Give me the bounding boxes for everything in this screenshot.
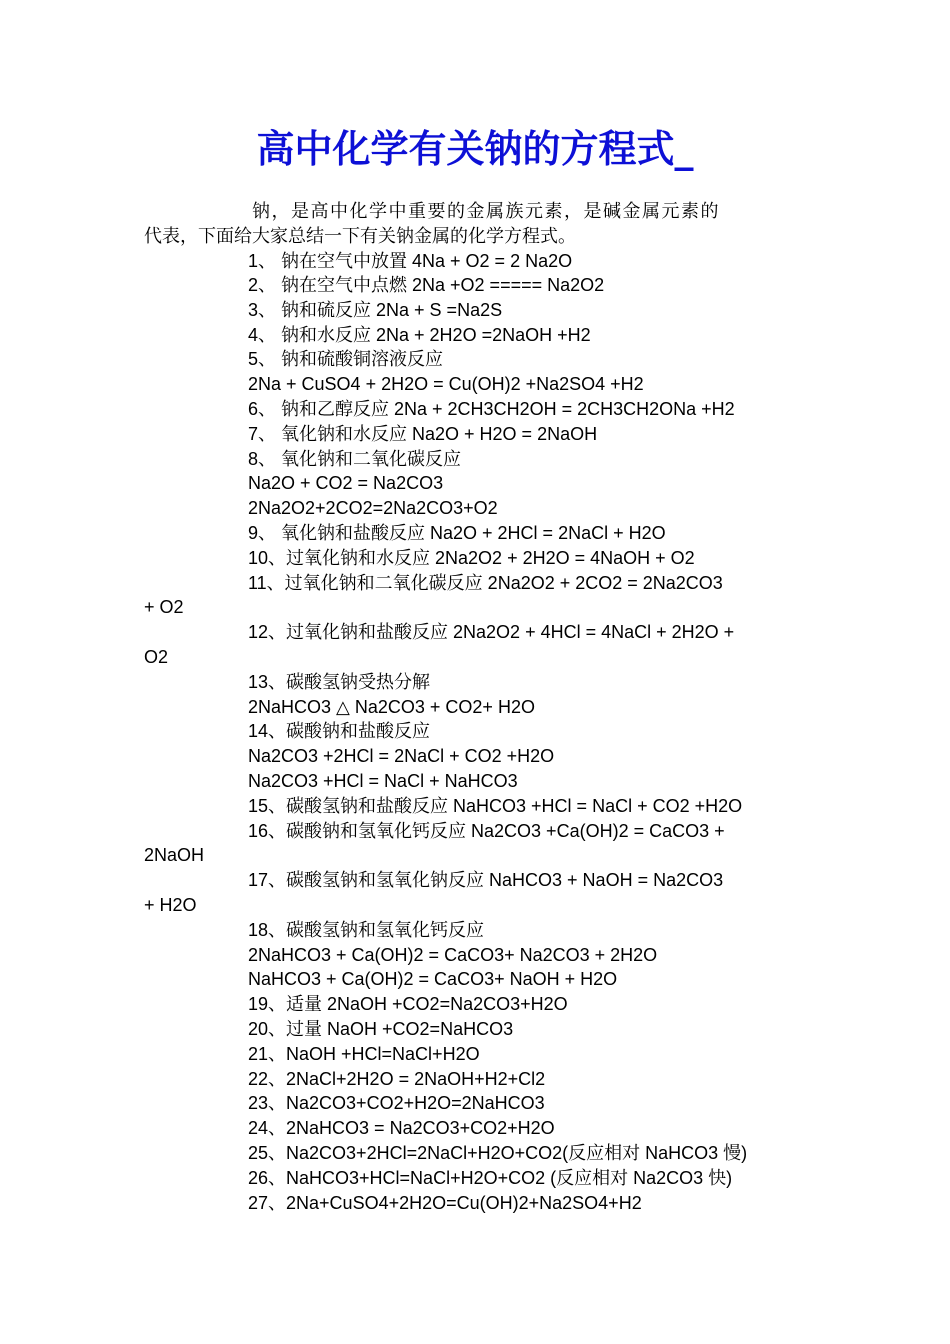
equation-line: 2NaOH xyxy=(144,845,205,865)
equation-line: 25、Na2CO3+2HCl=2NaCl+H2O+CO2(反应相对 NaHCO3 慢) xyxy=(248,1143,748,1163)
page-title: 高中化学有关钠的方程式_ xyxy=(256,126,694,171)
equation-line: 24、2NaHCO3 = Na2CO3+CO2+H2O xyxy=(248,1118,555,1138)
equation-line: 2NaHCO3 △ Na2CO3 + CO2+ H2O xyxy=(248,697,535,717)
equation-line: 27、2Na+CuSO4+2H2O=Cu(OH)2+Na2SO4+H2 xyxy=(248,1193,642,1213)
equation-line: 15、碳酸氢钠和盐酸反应 NaHCO3 +HCl = NaCl + CO2 +H2O xyxy=(248,796,743,816)
equation-line: 20、过量 NaOH +CO2=NaHCO3 xyxy=(248,1019,514,1039)
equation-line: 18、碳酸氢钠和氢氧化钙反应 xyxy=(248,920,485,940)
equation-line: Na2O + CO2 = Na2CO3 xyxy=(248,473,444,493)
equation-line: 21、NaOH +HCl=NaCl+H2O xyxy=(248,1044,480,1064)
equation-line: 9、 氧化钠和盐酸反应 Na2O + 2HCl = 2NaCl + H2O xyxy=(248,523,666,543)
equation-line: 23、Na2CO3+CO2+H2O=2NaHCO3 xyxy=(248,1093,545,1113)
equation-line: 6、 钠和乙醇反应 2Na + 2CH3CH2OH = 2CH3CH2ONa +H2 xyxy=(248,399,735,419)
equation-line: 12、过氧化钠和盐酸反应 2Na2O2 + 4HCl = 4NaCl + 2H2O + xyxy=(248,622,735,642)
equation-line: 10、过氧化钠和水反应 2Na2O2 + 2H2O = 4NaOH + O2 xyxy=(248,548,695,568)
equation-line: 2Na2O2+2CO2=2Na2CO3+O2 xyxy=(248,498,498,518)
equation-line: 4、 钠和水反应 2Na + 2H2O =2NaOH +H2 xyxy=(248,325,591,345)
equation-line: Na2CO3 +2HCl = 2NaCl + CO2 +H2O xyxy=(248,746,555,766)
equation-line: 11、过氧化钠和二氧化碳反应 2Na2O2 + 2CO2 = 2Na2CO3 xyxy=(248,573,723,593)
intro-line-1: 钠，是高中化学中重要的金属族元素，是碱金属元素的 xyxy=(252,201,720,221)
equation-line: O2 xyxy=(144,647,169,667)
equation-line: 3、 钠和硫反应 2Na + S =Na2S xyxy=(248,300,503,320)
equation-line: 13、碳酸氢钠受热分解 xyxy=(248,672,431,692)
equation-line: 2、 钠在空气中点燃 2Na +O2 ===== Na2O2 xyxy=(248,275,605,295)
equation-line: 14、碳酸钠和盐酸反应 xyxy=(248,721,431,741)
equation-line: 2Na + CuSO4 + 2H2O = Cu(OH)2 +Na2SO4 +H2 xyxy=(248,374,644,394)
equation-line: 16、碳酸钠和氢氧化钙反应 Na2CO3 +Ca(OH)2 = CaCO3 + xyxy=(248,821,725,841)
equation-line: 5、 钠和硫酸铜溶液反应 xyxy=(248,349,444,369)
equation-line: 17、碳酸氢钠和氢氧化钠反应 NaHCO3 + NaOH = Na2CO3 xyxy=(248,870,724,890)
equation-line: 7、 氧化钠和水反应 Na2O + H2O = 2NaOH xyxy=(248,424,598,444)
equation-line: 1、 钠在空气中放置 4Na + O2 = 2 Na2O xyxy=(248,251,573,271)
equation-line: NaHCO3 + Ca(OH)2 = CaCO3+ NaOH + H2O xyxy=(248,969,618,989)
equation-line: 19、适量 2NaOH +CO2=Na2CO3+H2O xyxy=(248,994,568,1014)
equation-line: 8、 氧化钠和二氧化碳反应 xyxy=(248,449,462,469)
equation-line: + O2 xyxy=(144,597,184,617)
equation-line: Na2CO3 +HCl = NaCl + NaHCO3 xyxy=(248,771,518,791)
equation-line: + H2O xyxy=(144,895,197,915)
equation-line: 2NaHCO3 + Ca(OH)2 = CaCO3+ Na2CO3 + 2H2O xyxy=(248,945,658,965)
intro-line-2: 代表，下面给大家总结一下有关钠金属的化学方程式。 xyxy=(144,226,576,246)
equation-line: 26、NaHCO3+HCl=NaCl+H2O+CO2 (反应相对 Na2CO3 快) xyxy=(248,1168,733,1188)
equation-line: 22、2NaCl+2H2O = 2NaOH+H2+Cl2 xyxy=(248,1069,546,1089)
